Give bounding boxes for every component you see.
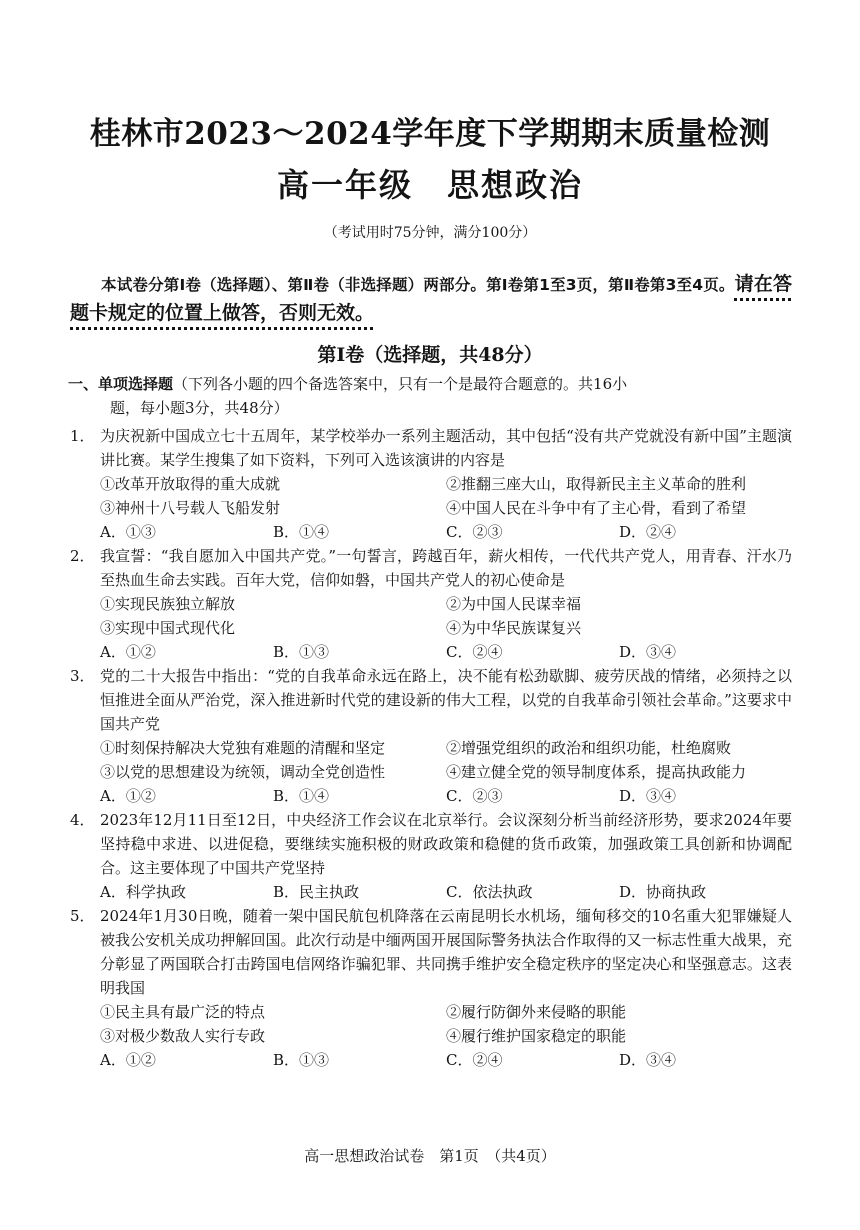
question-number: 3．: [70, 667, 95, 685]
question-stem: [70, 808, 792, 880]
question-text: 2023年12月11日至12日，中央经济工作会议在北京举行。会议深刻分析当前经济形势，要求2024年要坚持稳中求进、以进促稳，要继续实施积极的财政政策和稳健的货币政策，加强政策工具创新和协调配合。这主要体现了中国共产党坚持: [100, 811, 792, 877]
question-number: 4．: [70, 811, 95, 829]
answer-choice: B．①③: [273, 1051, 330, 1069]
answer-choice: A．①②: [100, 787, 156, 805]
part-name: 单项选择题: [98, 375, 174, 393]
answer-choice: C．②④: [446, 1051, 503, 1069]
option-row: [70, 592, 792, 616]
answer-choice: D．②④: [619, 523, 677, 541]
instructions: [70, 270, 792, 328]
answer-choice: D．协商执政: [619, 883, 707, 901]
statement-option: ②推翻三座大山，取得新民主主义革命的胜利: [446, 475, 747, 493]
question-stem: [70, 904, 792, 1000]
question-number: 5．: [70, 907, 95, 925]
statement-option: ①实现民族独立解放: [100, 595, 236, 613]
answer-choice: C．②④: [446, 643, 503, 661]
statement-option: ④为中华民族谋复兴: [446, 619, 582, 637]
answer-choice: A．科学执政: [100, 883, 186, 901]
question-stem: [70, 664, 792, 736]
option-row: [70, 472, 792, 496]
option-row: [70, 616, 792, 640]
statement-option: ②增强党组织的政治和组织功能，杜绝腐败: [446, 739, 732, 757]
subject-title: 高一年级 思想政治: [276, 166, 583, 204]
answer-choices: [70, 520, 792, 544]
part-desc: （下列各小题的四个备选答案中，只有一个是最符合题意的。共16小: [173, 375, 628, 393]
statement-option: ①改革开放取得的重大成就: [100, 475, 281, 493]
part-desc-cont: 题，每小题3分，共48分）: [110, 399, 289, 417]
question-text: 2024年1月30日晚，随着一架中国民航包机降落在云南昆明长水机场，缅甸移交的10名重大犯罪嫌疑人被我公安机关成功押解回国。此次行动是中缅两国开展国际警务执法合作取得的又一标志性重大战果，充分彰显了两国联合打击跨国电信网络诈骗犯罪、共同携手维护安全稳定秩序的坚定决心和坚强意志。这表明我国: [100, 907, 792, 997]
question-4: [70, 808, 792, 904]
answer-choice: D．③④: [619, 1051, 677, 1069]
question-list: [70, 424, 792, 1072]
question-number: 2．: [70, 547, 95, 565]
question-3: [70, 664, 792, 808]
answer-choice: A．①③: [100, 523, 156, 541]
page-footer: 高一思想政治试卷 第1页 （共4页）: [304, 1147, 556, 1165]
answer-choices: [70, 880, 792, 904]
answer-choice: B．民主执政: [273, 883, 360, 901]
option-row: [70, 760, 792, 784]
statement-option: ②履行防御外来侵略的职能: [446, 1003, 627, 1021]
answer-choice: B．①③: [273, 643, 330, 661]
statement-option: ③以党的思想建设为统领，调动全党创造性: [100, 763, 386, 781]
question-number: 1．: [70, 427, 95, 445]
exam-title: 桂林市2023～2024学年度下学期期末质量检测: [89, 116, 771, 152]
answer-choice: A．①②: [100, 643, 156, 661]
option-row: [70, 1000, 792, 1024]
statement-option: ②为中国人民谋幸福: [446, 595, 582, 613]
answer-choices: [70, 1048, 792, 1072]
question-5: [70, 904, 792, 1072]
statement-option: ①时刻保持解决大党独有难题的清醒和坚定: [100, 739, 386, 757]
option-row: [70, 496, 792, 520]
answer-choice: D．③④: [619, 787, 677, 805]
answer-choice: B．①④: [273, 523, 330, 541]
exam-info: （考试用时75分钟，满分100分）: [323, 225, 537, 241]
answer-choices: [70, 640, 792, 664]
option-row: [70, 1024, 792, 1048]
answer-choice: C．②③: [446, 523, 503, 541]
statement-option: ③实现中国式现代化: [100, 619, 236, 637]
answer-choices: [70, 784, 792, 808]
question-1: [70, 424, 792, 544]
answer-choice: C．②③: [446, 787, 503, 805]
statement-option: ①民主具有最广泛的特点: [100, 1003, 266, 1021]
statement-option: ④履行维护国家稳定的职能: [446, 1027, 627, 1045]
section-title: 第Ⅰ卷（选择题，共48分）: [317, 344, 543, 366]
statement-option: ③神州十八号载人飞船发射: [100, 499, 281, 517]
answer-choice: A．①②: [100, 1051, 156, 1069]
instructions-text: 本试卷分第Ⅰ卷（选择题）、第Ⅱ卷（非选择题）两部分。第Ⅰ卷第1至3页，第Ⅱ卷第3至4页。: [101, 276, 735, 294]
part-number: 一、: [68, 375, 99, 393]
question-text: 我宣誓：“我自愿加入中国共产党。”一句誓言，跨越百年，薪火相传，一代代共产党人，用青春、汗水乃至热血生命去实践。百年大党，信仰如磐，中国共产党人的初心使命是: [100, 547, 792, 589]
answer-choice: D．③④: [619, 643, 677, 661]
answer-choice: B．①④: [273, 787, 330, 805]
question-2: [70, 544, 792, 664]
part-heading: [68, 372, 792, 420]
question-stem: [70, 424, 792, 472]
instructions-emphasis: 请在答题卡规定的位置上做答，否则无效。: [70, 273, 792, 324]
statement-option: ③对极少数敌人实行专政: [100, 1027, 266, 1045]
statement-option: ④建立健全党的领导制度体系，提高执政能力: [446, 763, 747, 781]
statement-option: ④中国人民在斗争中有了主心骨，看到了希望: [446, 499, 747, 517]
option-row: [70, 736, 792, 760]
question-text: 党的二十大报告中指出：“党的自我革命永远在路上，决不能有松劲歇脚、疲劳厌战的情绪，必须持之以恒推进全面从严治党，深入推进新时代党的建设新的伟大工程，以党的自我革命引领社会革命。”这要求中国共产党: [100, 667, 792, 733]
answer-choice: C．依法执政: [446, 883, 533, 901]
question-stem: [70, 544, 792, 592]
question-text: 为庆祝新中国成立七十五周年，某学校举办一系列主题活动，其中包括“没有共产党就没有新中国”主题演讲比赛。某学生搜集了如下资料，下列可入选该演讲的内容是: [100, 427, 792, 469]
